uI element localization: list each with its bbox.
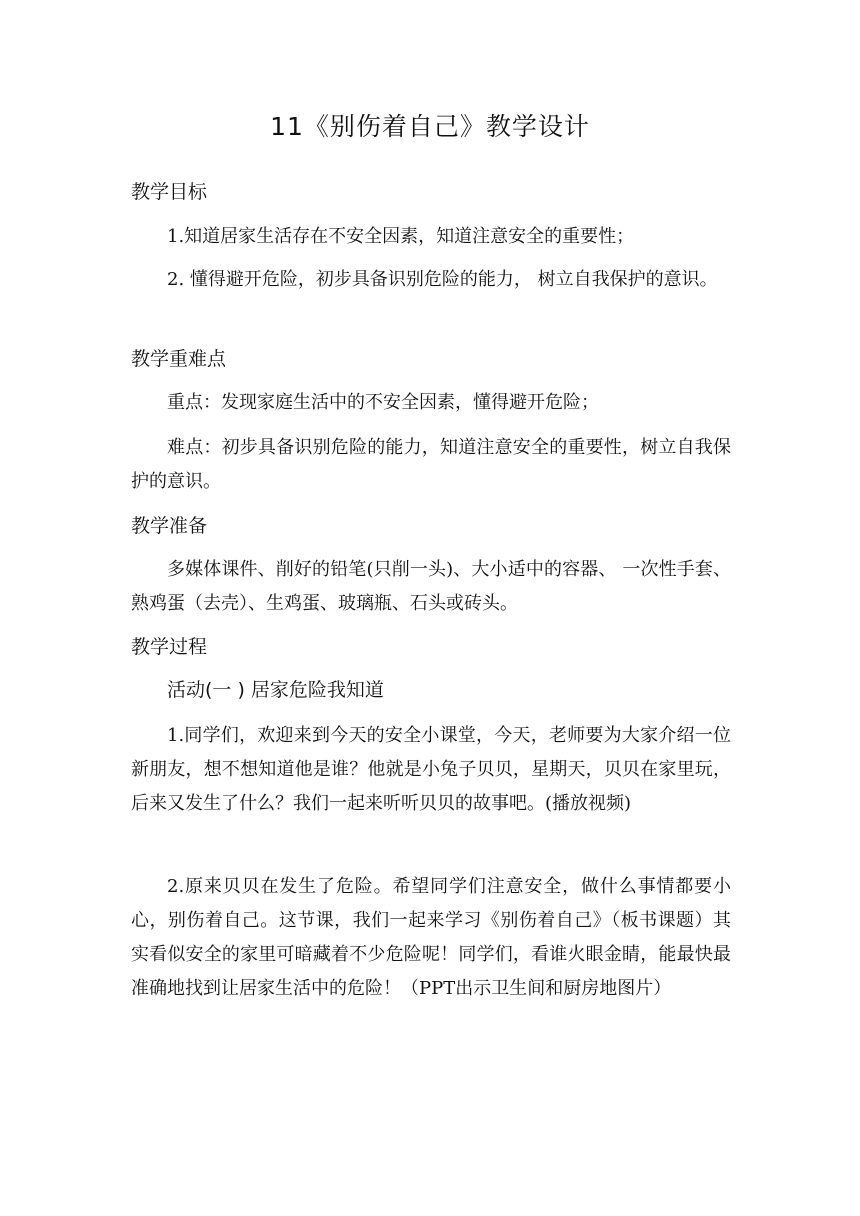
activity-heading: 活动(一 ) 居家危险我知道 <box>167 679 384 701</box>
process-paragraph-2: 2.原来贝贝在发生了危险。希望同学们注意安全，做什么事情都要小心，别伤着自己。这节课，我们一起来学习《别伤着自己》（板书课题）其实看似安全的家里可暗藏着不少危险呢！同学们，看谁火眼金睛，能最快最准确地找到让居家生活中的危险！（PPT出示卫生间和厨房地图片） <box>131 876 731 999</box>
difficult-point-paragraph: 难点：初步具备识别危险的能力，知道注意安全的重要性，树立自我保护的意识。 <box>131 437 731 492</box>
section-heading-objectives: 教学目标 <box>131 181 208 203</box>
section-heading-process: 教学过程 <box>131 636 208 658</box>
key-point-paragraph: 重点：发现家庭生活中的不安全因素，懂得避开危险； <box>167 392 599 413</box>
section-heading-preparation: 教学准备 <box>131 515 208 537</box>
objective-paragraph-2: 2. 懂得避开危险，初步具备识别危险的能力， 树立自我保护的意识。 <box>167 269 718 290</box>
document-title: 11《别伤着自己》教学设计 <box>270 112 590 141</box>
objective-paragraph-1: 1.知道居家生活存在不安全因素，知道注意安全的重要性； <box>167 226 635 247</box>
process-paragraph-1: 1.同学们，欢迎来到今天的安全小课堂，今天，老师要为大家介绍一位新朋友，想不想知道他是谁？他就是小兔子贝贝，星期天，贝贝在家里玩，后来又发生了什么？我们一起来听听贝贝的故事吧。(播放视频) <box>131 725 731 814</box>
section-heading-key-points: 教学重难点 <box>131 348 227 370</box>
preparation-paragraph: 多媒体课件、削好的铅笔(只削一头)、大小适中的容器、 一次性手套、熟鸡蛋（去壳）、生鸡蛋、玻璃瓶、石头或砖头。 <box>131 559 731 614</box>
